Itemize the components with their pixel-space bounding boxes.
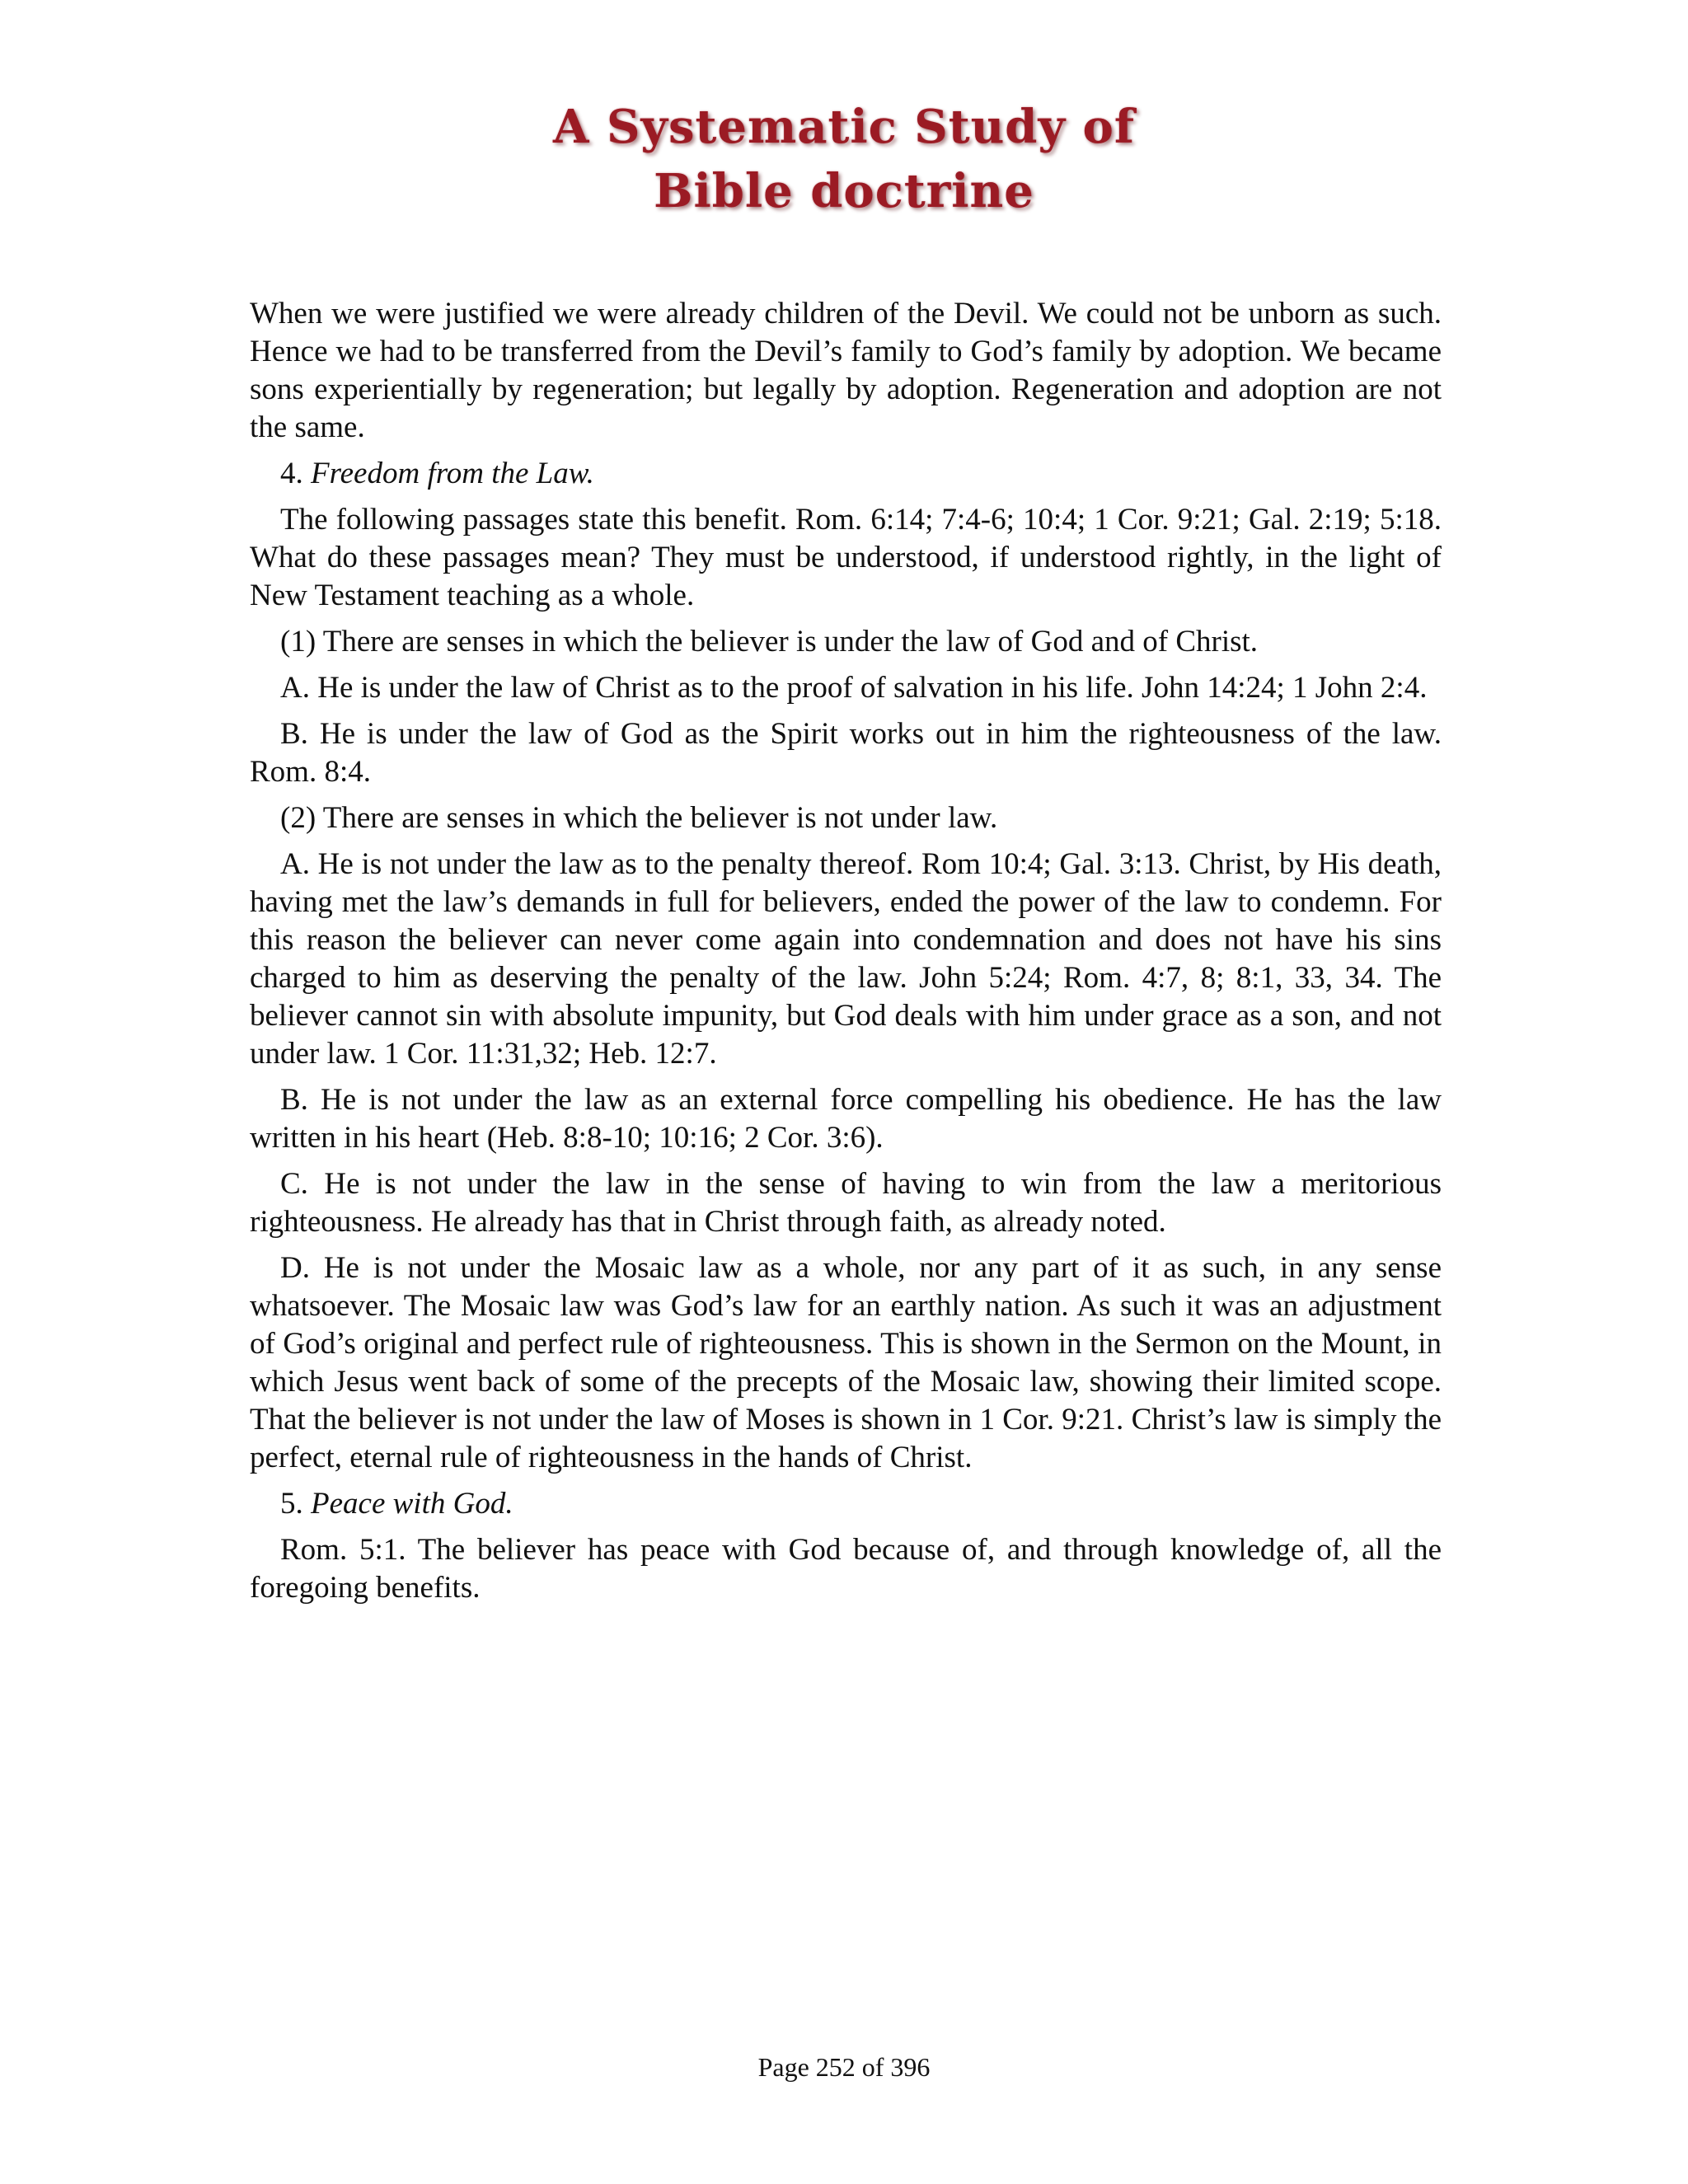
- section-number: 4.: [280, 457, 303, 490]
- paragraph-point-2c: C. He is not under the law in the sense of having to win from the law a meritorious righteousness. He already has that in Christ through faith, as already noted.: [250, 1167, 1442, 1239]
- page-number: Page 252 of 396: [757, 2052, 931, 2082]
- paragraph-point-1a: A. He is under the law of Christ as to the proof of salvation in his life. John 14:24; 1 John 2:4.: [280, 671, 1428, 705]
- paragraph-point-2a: A. He is not under the law as to the penalty thereof. Rom 10:4; Gal. 3:13. Christ, by His death, having met the law’s demands in full for believers, ended the power of the law to condemn. For this reason the believer can never come again into condemnation and does not have his sins charged to him as deserving the penalty of the law. John 5:24; Rom. 4:7, 8; 8:1, 33, 34. The believer cannot sin with absolute impunity, but God deals with him under grace as a son, and not under law. 1 Cor. 11:31,32; Heb. 12:7.: [250, 847, 1442, 1071]
- paragraph-point-2d: D. He is not under the Mosaic law as a whole, nor any part of it as such, in any sense whatsoever. The Mosaic law was God’s law for an earthly nation. As such it was an adjustment of God’s original and perfect rule of righteousness. This is shown in the Sermon on the Mount, in which Jesus went back of some of the precepts of the Mosaic law, showing their limited scope. That the believer is not under the law of Moses is shown in 1 Cor. 9:21. Christ’s law is simply the perfect, eternal rule of righteousness in the hands of Christ.: [250, 1251, 1442, 1474]
- paragraph-point-2b: B. He is not under the law as an external force compelling his obedience. He has the law written in his heart (Heb. 8:8-10; 10:16; 2 Cor. 3:6).: [250, 1083, 1442, 1155]
- paragraph-point-1b: B. He is under the law of God as the Spirit works out in him the righteousness of the law. Rom. 8:4.: [250, 717, 1442, 789]
- section-title: Peace with God.: [311, 1487, 513, 1521]
- paragraph-point-2: (2) There are senses in which the believer is not under law.: [280, 801, 998, 835]
- section-number: 5.: [280, 1487, 303, 1521]
- section-title: Freedom from the Law.: [311, 457, 594, 490]
- paragraph-passages: The following passages state this benefit. Rom. 6:14; 7:4-6; 10:4; 1 Cor. 9:21; Gal. 2:19; 5:18. What do these passages mean? They must be understood, if understood rightly, in the light of New Testament teaching as a whole.: [250, 503, 1442, 612]
- header-title-line-1: A Systematic Study of: [553, 100, 1135, 154]
- paragraph-peace: Rom. 5:1. The believer has peace with God because of, and through knowledge of, all the foregoing benefits.: [250, 1533, 1442, 1605]
- page-header: [0, 95, 1688, 223]
- paragraph-adoption: When we were justified we were already children of the Devil. We could not be unborn as such. Hence we had to be transferred from the Devil’s family to God’s family by adoption. We became sons experientially by regeneration; but legally by adoption. Regeneration and adoption are not the same.: [250, 297, 1442, 444]
- header-title-line-2: Bible doctrine: [654, 164, 1034, 218]
- section-heading-freedom-from-law: [250, 455, 1442, 493]
- section-heading-peace-with-god: [250, 1485, 1442, 1523]
- paragraph-point-1: (1) There are senses in which the believer is under the law of God and of Christ.: [280, 625, 1259, 658]
- document-body: [250, 295, 1442, 1615]
